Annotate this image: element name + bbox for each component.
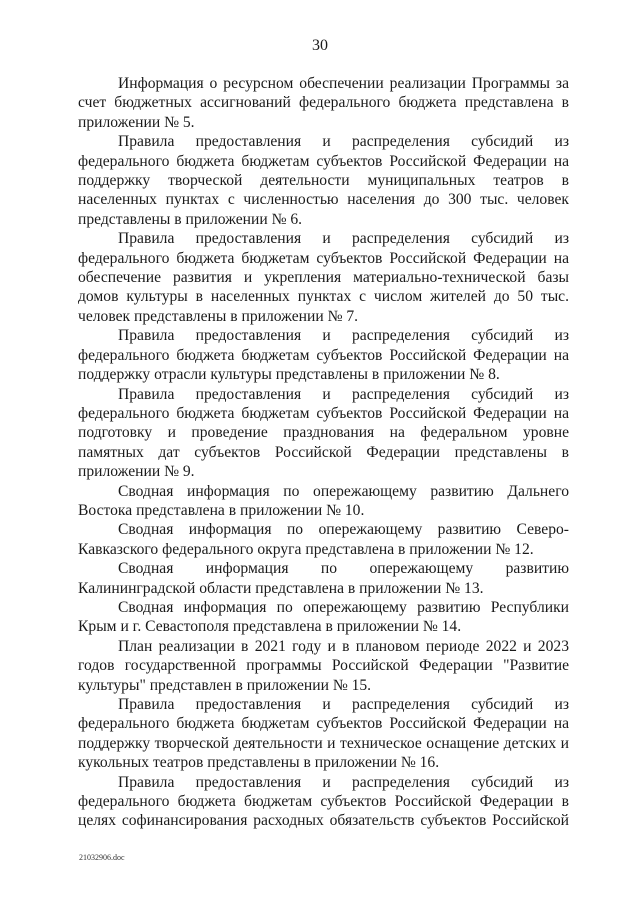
paragraph: Правила предоставления и распределения субсидий из федерального бюджета бюджетам субъектов Российской Федерации на поддержку творческой деятельности и техническое оснащение детских и кукольных театров представлены в приложении № 16. [78,696,569,772]
paragraph: План реализации в 2021 году и в плановом периоде 2022 и 2023 годов государственной программы Российской Федерации "Развитие культуры" представлен в приложении № 15. [78,637,569,694]
paragraph: Сводная информация по опережающему развитию Дальнего Востока представлена в приложении № 10. [78,482,569,519]
paragraph: Информация о ресурсном обеспечении реализации Программы за счет бюджетных ассигнований федерального бюджета представлена в приложении № 5. [78,75,569,131]
paragraph: Сводная информация по опережающему развитию Калининградской области представлена в приложении № 13. [78,560,569,597]
document-body [78,74,569,831]
paragraph: Правила предоставления и распределения субсидий из федерального бюджета бюджетам субъектов Российской Федерации в целях софинансирования расходных обязательств субъектов Российской [78,773,569,830]
page-number: 30 [312,37,328,54]
paragraph: Правила предоставления и распределения субсидий из федерального бюджета бюджетам субъектов Российской Федерации на поддержку отрасли культуры представлены в приложении № 8. [78,327,569,384]
document-filename: 21032906.doc [79,853,125,862]
paragraph: Сводная информация по опережающему развитию Северо-Кавказского федерального округа представлена в приложении № 12. [78,521,569,558]
paragraph: Правила предоставления и распределения субсидий из федерального бюджета бюджетам субъектов Российской Федерации на подготовку и проведение празднования на федеральном уровне памятных дат субъектов Российской Федерации представлены в приложении № 9. [78,385,569,481]
paragraph: Правила предоставления и распределения субсидий из федерального бюджета бюджетам субъектов Российской Федерации на поддержку творческой деятельности муниципальных театров в населенных пунктах с численностью населения до 300 тыс. человек представлены в приложении № 6. [78,133,569,228]
paragraph: Сводная информация по опережающему развитию Республики Крым и г. Севастополя представлена в приложении № 14. [78,598,569,636]
paragraph: Правила предоставления и распределения субсидий из федерального бюджета бюджетам субъектов Российской Федерации на обеспечение развития и укрепления материально-технической базы домов культуры в населенных пунктах с числом жителей до 50 тыс. человек представлены в приложении № 7. [78,230,569,325]
